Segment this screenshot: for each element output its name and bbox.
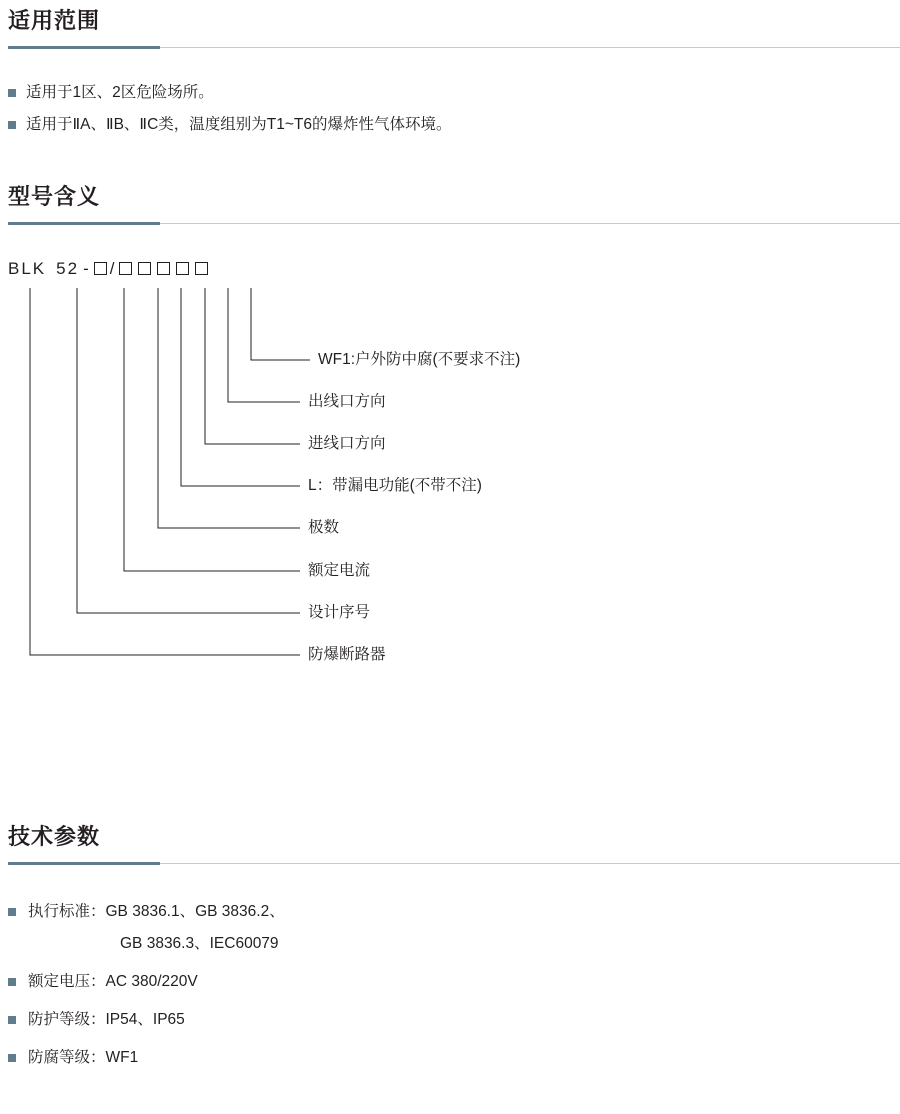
list-item-text: 防护等级：IP54、IP65	[28, 1011, 185, 1028]
list-item-text-continuation: GB 3836.3、IEC60079	[120, 935, 279, 952]
section-model-meaning	[0, 180, 900, 224]
model-code-series: 52	[56, 258, 80, 278]
bullet-square-icon	[8, 121, 16, 129]
bullet-square-icon	[8, 978, 16, 986]
section-title-tech: 技术参数	[8, 824, 101, 849]
list-item	[0, 1008, 285, 1032]
list-item	[0, 900, 285, 956]
bullet-square-icon	[8, 908, 16, 916]
bullet-square-icon	[8, 1054, 16, 1062]
leader-label-outlet-direction: 出线口方向	[308, 393, 386, 410]
list-item-text: 适用于ⅡA、ⅡB、ⅡC类，温度组别为T1~T6的爆炸性气体环境。	[26, 116, 452, 133]
leader-label-design-serial: 设计序号	[308, 604, 371, 621]
section-title-model: 型号含义	[8, 184, 101, 209]
list-item	[0, 1046, 285, 1070]
section-scope	[0, 4, 900, 48]
list-item-text: 适用于1区、2区危险场所。	[26, 84, 214, 101]
section-tech-params	[0, 820, 900, 864]
section-divider-model	[8, 223, 900, 224]
bullet-square-icon	[8, 1016, 16, 1024]
list-item-text: 防腐等级：WF1	[28, 1049, 139, 1066]
model-code-slash: /	[109, 258, 117, 278]
model-code-diagram	[0, 258, 900, 688]
leader-label-leakage-function: L：带漏电功能(不带不注)	[308, 477, 482, 494]
leader-label-rated-current: 额定电流	[308, 562, 371, 579]
list-item	[0, 80, 452, 106]
leader-label-poles: 极数	[308, 519, 340, 536]
list-item	[0, 112, 452, 138]
list-item-text: 执行标准：GB 3836.1、GB 3836.2、	[28, 903, 285, 920]
leader-lines	[0, 258, 900, 688]
list-item-text: 额定电压：AC 380/220V	[28, 973, 198, 990]
section-divider-scope	[8, 47, 900, 48]
scope-bullet-list	[0, 80, 452, 144]
tech-bullet-list	[0, 900, 285, 1084]
model-code-prefix: BLK	[8, 258, 47, 278]
model-code-dash: -	[83, 258, 91, 278]
leader-label-inlet-direction: 进线口方向	[308, 435, 386, 452]
leader-label-wf1: WF1:户外防中腐(不要求不注)	[318, 351, 521, 368]
section-title-scope: 适用范围	[8, 8, 101, 33]
list-item	[0, 970, 285, 994]
bullet-square-icon	[8, 89, 16, 97]
section-divider-tech	[8, 863, 900, 864]
leader-label-explosion-proof-breaker: 防爆断路器	[308, 646, 386, 663]
